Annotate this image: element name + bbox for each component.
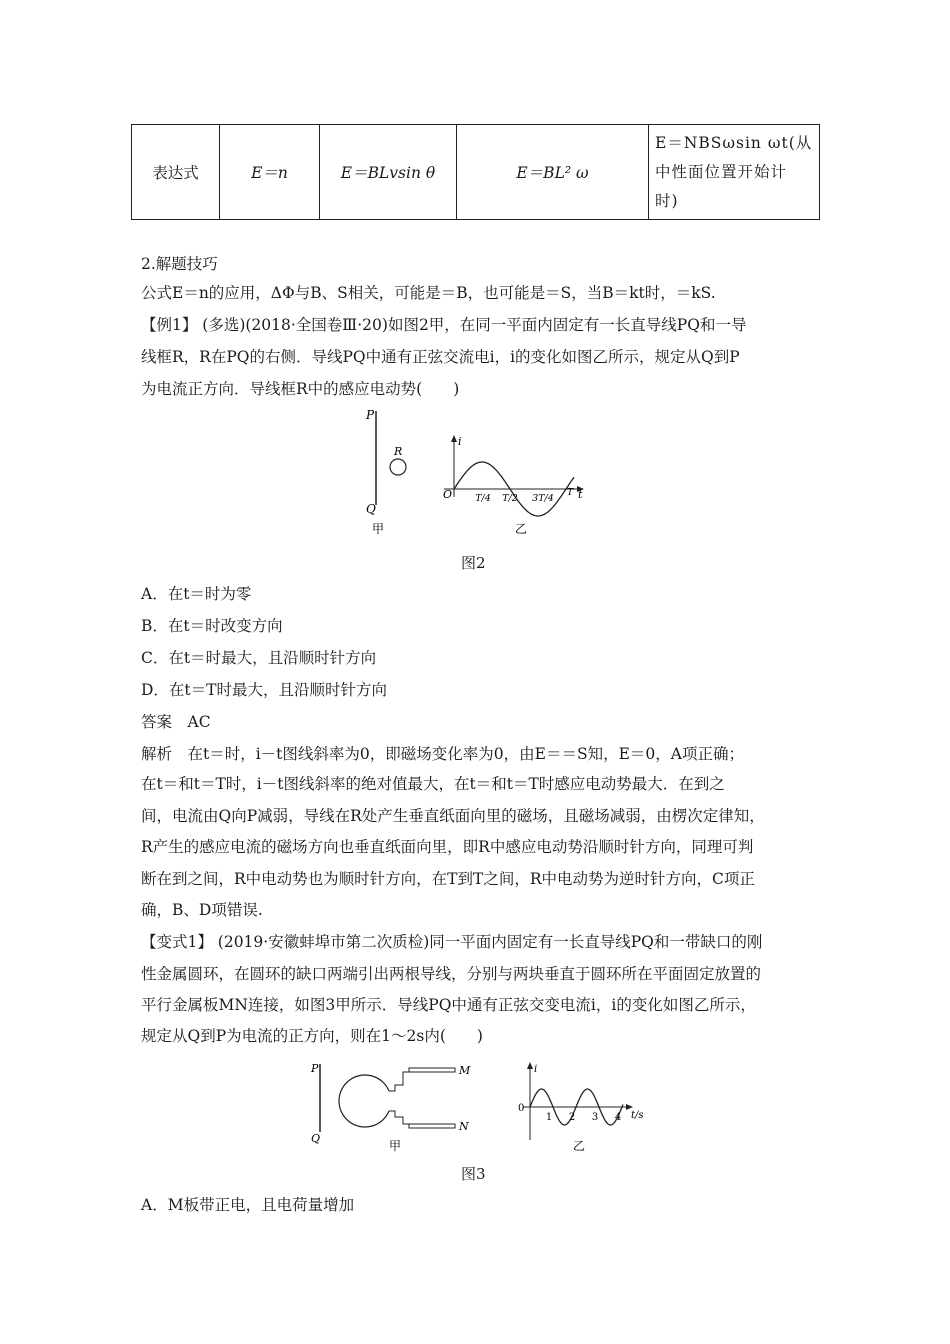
loop-r <box>390 459 406 475</box>
metal-ring <box>339 1075 389 1127</box>
analysis-line: R产生的感应电流的磁场方向也垂直纸面向里，即R中感应电动势沿顺时针方向，同理可判 <box>141 838 754 856</box>
figure-caption: 图2 <box>461 554 486 572</box>
i-axis-arrow <box>451 435 457 442</box>
analysis-line: 解析 在t＝时，i－t图线斜率为0，即磁场变化率为0，由E＝＝S知，E＝0，A项正确； <box>141 745 744 763</box>
variant-line: 规定从Q到P为电流的正方向，则在1～2s内( ) <box>141 1027 483 1045</box>
analysis-line: 在t＝和t＝T时，i－t图线斜率的绝对值最大，在t＝和t＝T时感应电动势最大．在到之 <box>141 775 725 793</box>
sub-label-left: 甲 <box>372 522 385 536</box>
table-cell: E＝BLvsin θ <box>320 125 457 220</box>
t-ticks <box>475 487 574 504</box>
option-b: B．在t＝时改变方向 <box>141 617 283 635</box>
cell-line: 时) <box>655 191 679 210</box>
analysis-line: 确，B、D项错误. <box>141 901 263 919</box>
label-r: R <box>394 445 403 458</box>
cell-line: 中性面位置开始计 <box>655 162 788 181</box>
tick-label: 3 <box>591 1112 599 1123</box>
i-axis-arrow <box>527 1062 533 1069</box>
label-q: Q <box>311 1132 321 1145</box>
axis-i-label: i <box>458 435 462 448</box>
label-n: N <box>459 1120 469 1133</box>
table-cell-rotation <box>649 125 820 220</box>
expression-table <box>131 124 820 220</box>
variant-line: 【变式1】 (2019·安徽蚌埠市第二次质检)同一平面内固定有一长直导线PQ和一带缺口的刚 <box>141 933 763 951</box>
answer: 答案 AC <box>141 713 211 731</box>
tip-text: 公式E＝n的应用，ΔΦ与B、S相关，可能是＝B，也可能是＝S，当B＝kt时，＝kS. <box>141 284 716 302</box>
lead-bottom <box>389 1111 455 1124</box>
option-a: A．在t＝时为零 <box>141 585 252 603</box>
cell-line: E＝NBSωsin ωt(从 <box>655 133 813 152</box>
tick-label: 4 <box>614 1112 622 1123</box>
row-label: 表达式 <box>132 125 220 220</box>
option-d: D．在t＝T时最大，且沿顺时针方向 <box>141 681 387 699</box>
tick-label: 1 <box>545 1112 553 1123</box>
table-cell: E＝BL² ω <box>457 125 649 220</box>
sub-label-left: 甲 <box>389 1139 402 1153</box>
option-a: A．M板带正电，且电荷量增加 <box>141 1196 355 1214</box>
label-m: M <box>459 1064 471 1077</box>
tick-label: T/2 <box>502 493 518 504</box>
tick-label: T <box>566 487 574 498</box>
example-line: 线框R，R在PQ的右侧．导线PQ中通有正弦交流电i，i的变化如图乙所示，规定从Q到P <box>141 348 740 366</box>
plate-n <box>409 1124 455 1128</box>
label-p: P <box>311 1062 319 1075</box>
axis-i-label: i <box>534 1064 538 1075</box>
origin-label: O <box>443 488 453 501</box>
figure-3 <box>305 1058 675 1158</box>
table-cell: E＝n <box>220 125 320 220</box>
label-q: Q <box>366 502 376 516</box>
label-p: P <box>366 408 375 422</box>
plate-m <box>409 1068 455 1072</box>
analysis-line: 断在到之间，R中电动势也为顺时针方向，在T到T之间，R中电动势为逆时针方向，C项正 <box>141 870 755 888</box>
analysis-line: 间，电流由Q向P减弱，导线在R处产生垂直纸面向里的磁场，且磁场减弱，由楞次定律知， <box>141 807 765 825</box>
example-line: 【例1】 (多选)(2018·全国卷Ⅲ·20)如图2甲，在同一平面内固定有一长直导线PQ和一导 <box>141 316 747 334</box>
section-heading: 2.解题技巧 <box>141 255 218 273</box>
option-c: C．在t＝时最大，且沿顺时针方向 <box>141 649 377 667</box>
axis-t-label: t <box>578 488 583 501</box>
variant-line: 平行金属板MN连接，如图3甲所示．导线PQ中通有正弦交变电流i，i的变化如图乙所示， <box>141 996 756 1014</box>
tick-label: 3T/4 <box>532 493 554 504</box>
tick-label: T/4 <box>475 493 491 504</box>
example-line: 为电流正方向．导线框R中的感应电动势( ) <box>141 380 460 398</box>
table-row <box>132 125 820 220</box>
figure-2 <box>360 405 600 545</box>
lead-top <box>389 1072 455 1091</box>
variant-line: 性金属圆环，在圆环的缺口两端引出两根导线，分别与两块垂直于圆环所在平面固定放置的 <box>141 965 762 983</box>
tick-label: 2 <box>568 1112 576 1123</box>
figure-caption: 图3 <box>461 1165 486 1183</box>
origin-label: 0 <box>518 1103 525 1114</box>
axis-t-label: t/s <box>631 1110 644 1121</box>
sub-label-right: 乙 <box>515 522 528 536</box>
sub-label-right: 乙 <box>573 1139 586 1153</box>
